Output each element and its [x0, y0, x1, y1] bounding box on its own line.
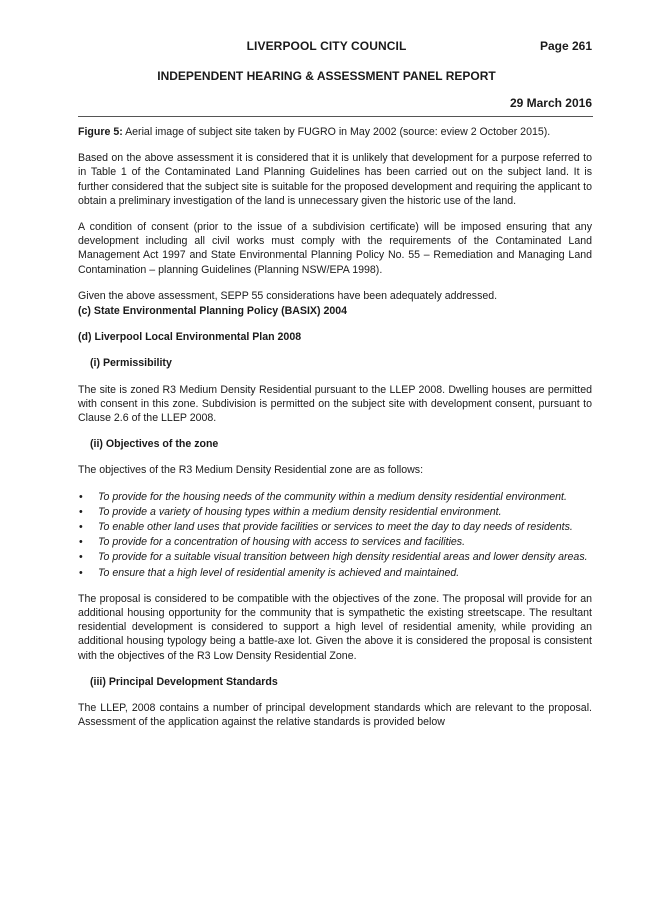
report-date: 29 March 2016	[509, 96, 592, 110]
page-number: Page 261	[539, 39, 592, 53]
objectives-list	[78, 490, 592, 580]
bullet-icon: •	[79, 536, 83, 549]
figure-caption-text: Aerial image of subject site taken by FUGRO in May 2002 (source: eview 2 October 2015).	[122, 126, 551, 138]
bullet-icon: •	[79, 551, 83, 564]
heading-objectives: (ii) Objectives of the zone	[90, 438, 219, 451]
figure-caption	[78, 125, 592, 139]
heading-standards: (iii) Principal Development Standards	[90, 675, 278, 688]
bullet-icon: •	[79, 505, 83, 518]
list-item: • To provide for the housing needs of the community within a medium density residential environment.	[79, 490, 567, 503]
list-item: • To provide for a suitable visual transition between high density residential areas and lower density areas.	[79, 551, 588, 564]
bullet-icon: •	[79, 566, 83, 579]
paragraph-sepp55-addressed: Given the above assessment, SEPP 55 considerations have been adequately addressed.	[78, 289, 498, 302]
council-name: LIVERPOOL CITY COUNCIL	[246, 39, 407, 53]
figure-label: Figure 5:	[78, 126, 123, 138]
bullet-icon: •	[79, 521, 83, 534]
bullet-icon: •	[79, 490, 83, 503]
heading-llep: (d) Liverpool Local Environmental Plan 2008	[78, 331, 302, 344]
report-title: INDEPENDENT HEARING & ASSESSMENT PANEL REPORT	[157, 69, 496, 83]
paragraph-standards-intro: The LLEP, 2008 contains a number of principal development standards which are relevant to the proposal. Assessment of the application against the relative standards is provided below	[78, 702, 592, 729]
list-item: • To ensure that a high level of residential amenity is achieved and maintained.	[79, 566, 460, 579]
heading-basix: (c) State Environmental Planning Policy (BASIX) 2004	[78, 305, 348, 318]
list-item: • To provide a variety of housing types within a medium density residential environment.	[79, 505, 502, 518]
list-item: • To provide for a concentration of housing with access to services and facilities.	[79, 536, 466, 549]
list-item: • To enable other land uses that provide facilities or services to meet the day to day needs of residents.	[79, 521, 573, 534]
paragraph-condition-of-consent: A condition of consent (prior to the issue of a subdivision certificate) will be imposed ensuring that any development including all civil works must comply with the requirements of the Contaminated Land Management Act 1997 and State Environmental Planning Policy No. 55 – Remediation and Managing Land Contamination – planning Guidelines (Planning NSW/EPA 1998).	[78, 221, 592, 276]
paragraph-objectives-intro: The objectives of the R3 Medium Density Residential zone are as follows:	[78, 464, 424, 477]
report-body	[78, 125, 592, 742]
paragraph-contamination-assessment: Based on the above assessment it is considered that it is unlikely that development for a purpose referred to in Table 1 of the Contaminated Land Planning Guidelines has been carried out on the subject land. It is further considered that the subject site is suitable for the proposed development and requiring the applicant to obtain a preliminary investigation of the land is unnecessary given the historic use of the land.	[78, 152, 592, 207]
header-divider	[78, 116, 593, 117]
paragraph-permissibility: The site is zoned R3 Medium Density Residential pursuant to the LLEP 2008. Dwelling houses are permitted with consent in this zone. Subdivision is permitted on the subject site with development consent, pursuant to Clause 2.6 of the LLEP 2008.	[78, 383, 592, 425]
paragraph-compatibility: The proposal is considered to be compatible with the objectives of the zone. The proposal will provide for an additional housing opportunity for the community that is sympathetic the existing streetscape. The resultant residential development is considered to support a high level of residential amenity, while providing an additional housing typology being a battle-axe lot. Given the above it is considered the proposal is consistent with the objectives of the R3 Low Density Residential Zone.	[78, 592, 592, 662]
heading-permissibility: (i) Permissibility	[90, 357, 172, 370]
